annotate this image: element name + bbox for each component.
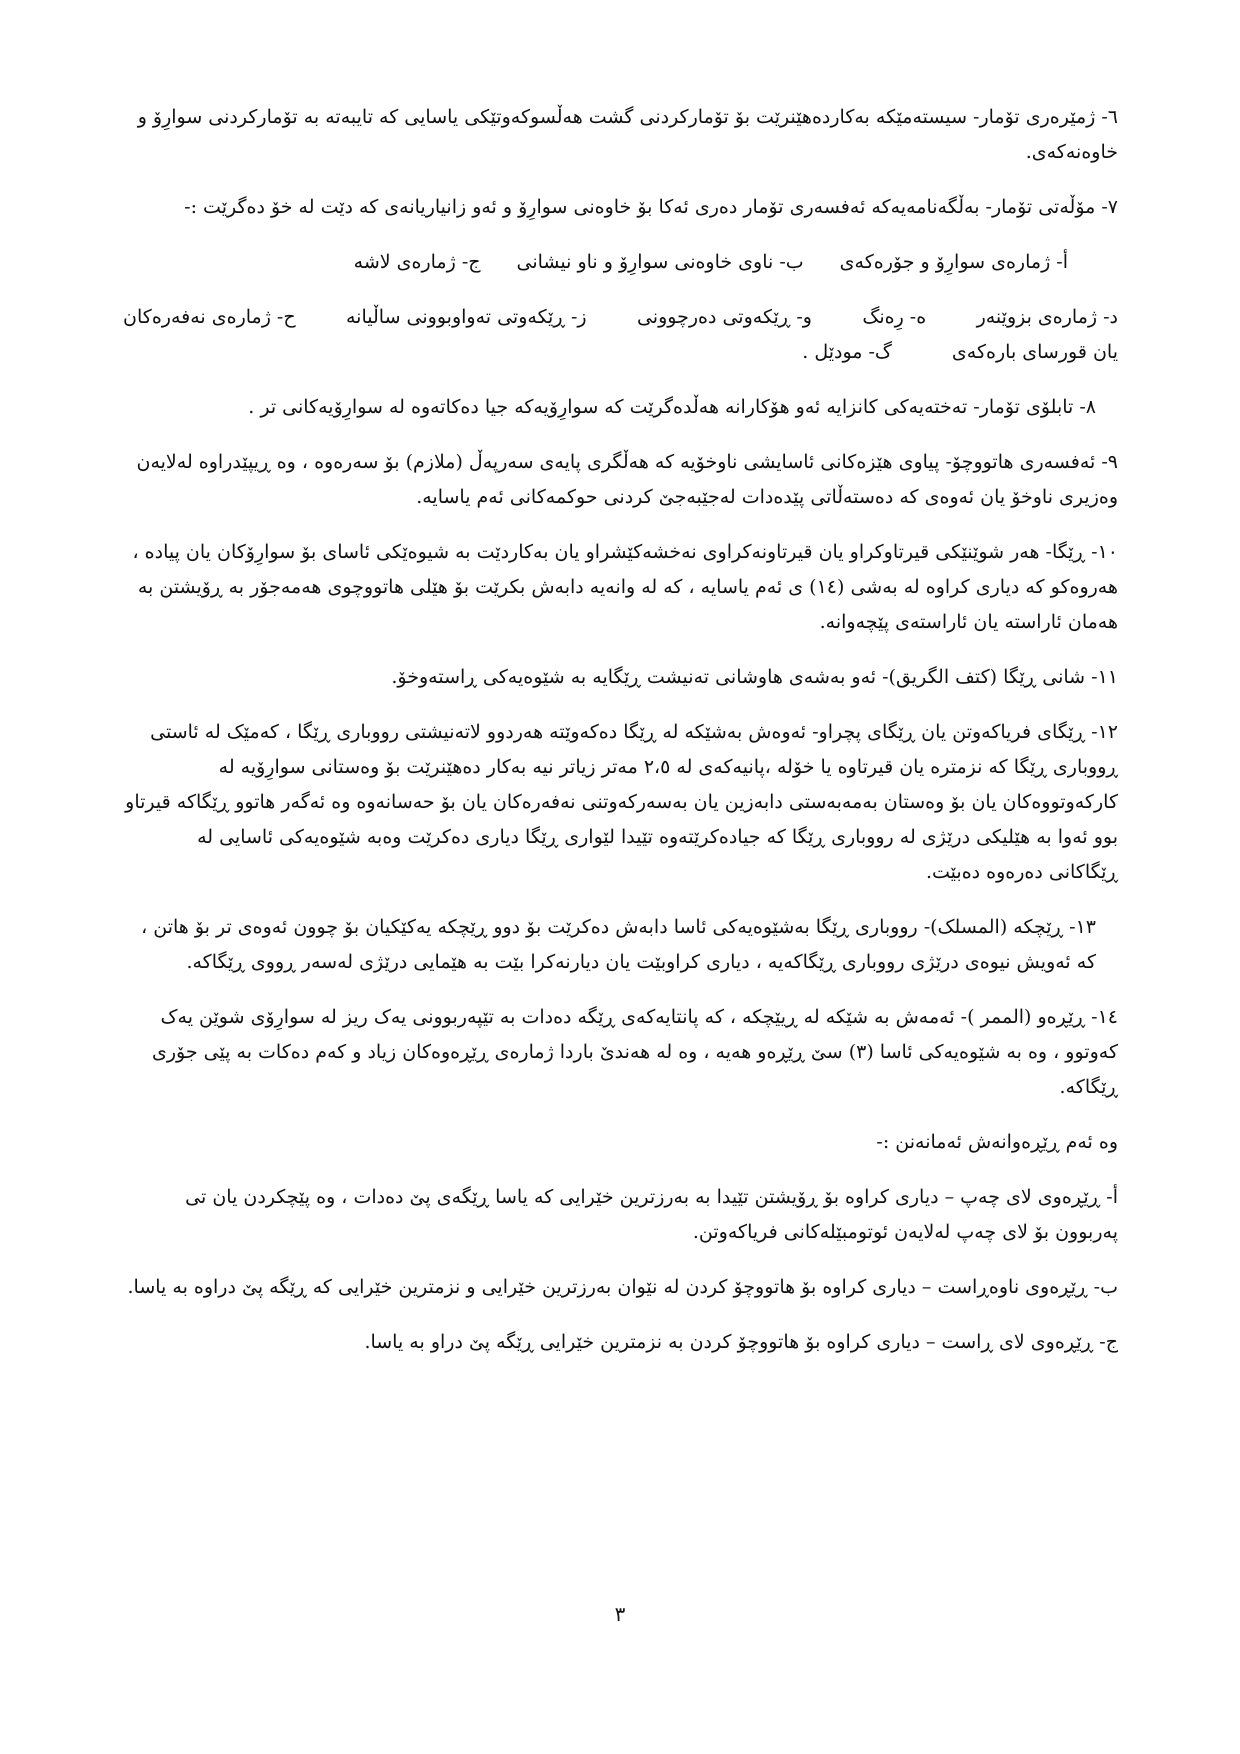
paragraph-7-registration-license: ٧- مۆڵەتی تۆمار- بەڵگەنامەیەکە ئەفسەری تۆمار دەری ئەکا بۆ خاوەنی سوارِۆ و ئەو زانیاریانەی کە دێت لە خۆ دەگرێت :-	[184, 196, 1118, 218]
paragraph-14-lane: ١٤- ڕێڕەو (الممر )- ئەمەش بە شێکە لە ڕیێچکە ، کە پانتایەکەی ڕێگە دەدات بە تێپەربوونی یەک ریز لە سوارِۆی شوێن یەک کەوتوو ، وە بە شێوەیەکی ئاسا (٣) سێ ڕێڕەو هەیە ، وە لە هەندێ باردا ژمارەی ڕێڕەوەکان زیاد و کەم دەکات بە پێی جۆری ڕێگاکە.	[151, 1006, 1118, 1098]
registration-item-b: ب- ناوی خاوەنی سوارِۆ و ناو نیشانی	[516, 251, 804, 273]
paragraph-12-emergency-lane: ١٢- ڕێگای فریاکەوتن یان ڕێگای پچراو- ئەوەش بەشێکە لە ڕێگا دەکەوێتە هەردوو لاتەنیشتی رووباری ڕێگا ، کەمێک لە ئاستی ڕووباری ڕێگا کە نزمترە یان قیرتاوە یا خۆلە ،پانیەکەی لە ٢،٥ مەتر زیاتر نیە بەکار دەهێنرێت بۆ وەستانی سوارِۆیە لە کارکەوتووەکان یان بۆ وەستان بەمەبەستی دابەزین یان بەسەرکەوتنی نەفەرەکان یان بۆ حەسانەوە وە ئەگەر هاتوو ڕێگاکە قیرتاو بوو ئەوا بە هێلیکی درێژی لە رووباری ڕێگا کە جیادەکرێتەوە تێیدا لێواری ڕێگا دیاری دەکرێت وەبە شێوەیەکی ئاسایی لە ڕێگاکانی دەرەوە دەبێت.	[125, 721, 1118, 883]
paragraph-13-track: ١٣- ڕێچکە (المسلک)- رووباری ڕێگا بەشێوەیەکی ئاسا دابەش دەکرێت بۆ دوو ڕێچکە یەکێکیان بۆ چوون ئەوەی تر بۆ هاتن ، کە ئەویش نیوەی درێژی رووباری ڕێگاکەیە ، دیاری کراوبێت یان دیارنەکرا بێت بە هێمایی درێژی لەسەر ڕووی ڕێگاکە.	[141, 916, 1096, 973]
registration-item-h: ه- رِەنگ	[862, 306, 927, 328]
paragraph-10-road: ١٠- ڕێگا- هەر شوێنێکی قیرتاوکراو یان قیرتاونەکراوی نەخشەکێشراو یان بەکاردێت بە شیوەێکی ئاسای بۆ سوارِۆکان یان پیادە ، هەروەکو کە دیاری کراوە لە بەشی (١٤) ی ئەم یاسایە ، کە لە وانەیە دابەش بکرێت بۆ هێلی هاتووچوی هەمەجۆر بە ڕۆیشتن بە هەمان ئاراستە یان ئاراستەی پێچەوانە.	[132, 541, 1118, 633]
paragraph-6-registration-counter: ٦- ژمێرەری تۆمار- سیستەمێکە بەکاردەهێنرێت بۆ تۆمارکردنی گشت هەڵسوکەوتێکی یاسایی کە تایبەتە بە تۆمارکردنی سوارِۆ و خاوەنەکەی.	[137, 106, 1118, 163]
registration-item-load: یان قورسای بارەکەی	[951, 341, 1118, 363]
registration-item-c: ج- ژمارەی لاشە	[353, 251, 481, 273]
registration-item-w: و- ڕێکەوتی دەرچوونی	[636, 306, 812, 328]
lane-middle: ب- ڕێڕەوی ناوەڕاست – دیاری کراوە بۆ هاتووچۆ کردن لە نێوان بەرزترین خێرایی و نزمترین خێرایی کە ڕێگە پێ دراوە بە یاسا.	[127, 1276, 1118, 1298]
registration-item-hh: ح- ژمارەی نەفەرەکان	[123, 306, 296, 328]
lane-right: ج- ڕێڕەوی لای ڕاست – دیاری کراوە بۆ هاتووچۆ کردن بە نزمترین خێرایی ڕێگە پێ دراو بە یاسا.	[364, 1331, 1118, 1353]
registration-item-z: ز- ڕێکەوتی تەواوبوونی ساڵیانە	[346, 306, 587, 328]
lane-left: أ- ڕێڕەوی لای چەپ – دیاری کراوە بۆ ڕۆیشتن تێیدا بە بەرزترین خێرایی کە یاسا ڕێگەی پێ دەدات ، وە پێچکردن یان تی پەربوون بۆ لای چەپ لەلایەن ئوتومبێلەکانی فریاکەوتن.	[185, 1186, 1118, 1243]
registration-item-d: د- ژمارەی بزوێنەر	[976, 306, 1118, 328]
registration-item-model: گ- مودێل .	[802, 341, 892, 363]
registration-item-a: أ- ژمارەی سوارِۆ و جۆرەکەی	[839, 251, 1068, 273]
paragraph-9-traffic-officer: ٩- ئەفسەری هاتووچۆ- پیاوی هێزەکانی ئاسایشی ناوخۆیە کە هەڵگری پایەی سەرپەڵ (ملازم) بۆ سەرەوە ، وە ڕیپێدراوە لەلایەن وەزیری ناوخۆ یان ئەوەی کە دەستەڵاتی پێدەدات لەجێبەجێ کردنی حوکمەکانی ئەم یاسایە.	[136, 451, 1118, 508]
paragraph-8-registration-plate: ٨- تابلۆی تۆمار- تەختەیەکی کانزایە ئەو هۆکارانە هەڵدەگرێت کە سوارِۆیەکە جیا دەکاتەوە لە سوارِۆیەکانی تر .	[248, 396, 1096, 418]
document-page	[123, 100, 1118, 1380]
paragraph-11-road-shoulder: ١١- شانی ڕێگا (كتف الگريق)- ئەو بەشەی هاوشانی تەنیشت ڕێگایە بە شێوەیەکی ڕاستەوخۆ.	[391, 666, 1118, 688]
registration-items-rows-2-3	[123, 300, 1118, 370]
registration-items-row-1	[123, 245, 1118, 280]
lanes-intro: وە ئەم ڕێڕەوانەش ئەمانەنن :-	[876, 1131, 1118, 1153]
page-number: ٣	[614, 1602, 626, 1626]
